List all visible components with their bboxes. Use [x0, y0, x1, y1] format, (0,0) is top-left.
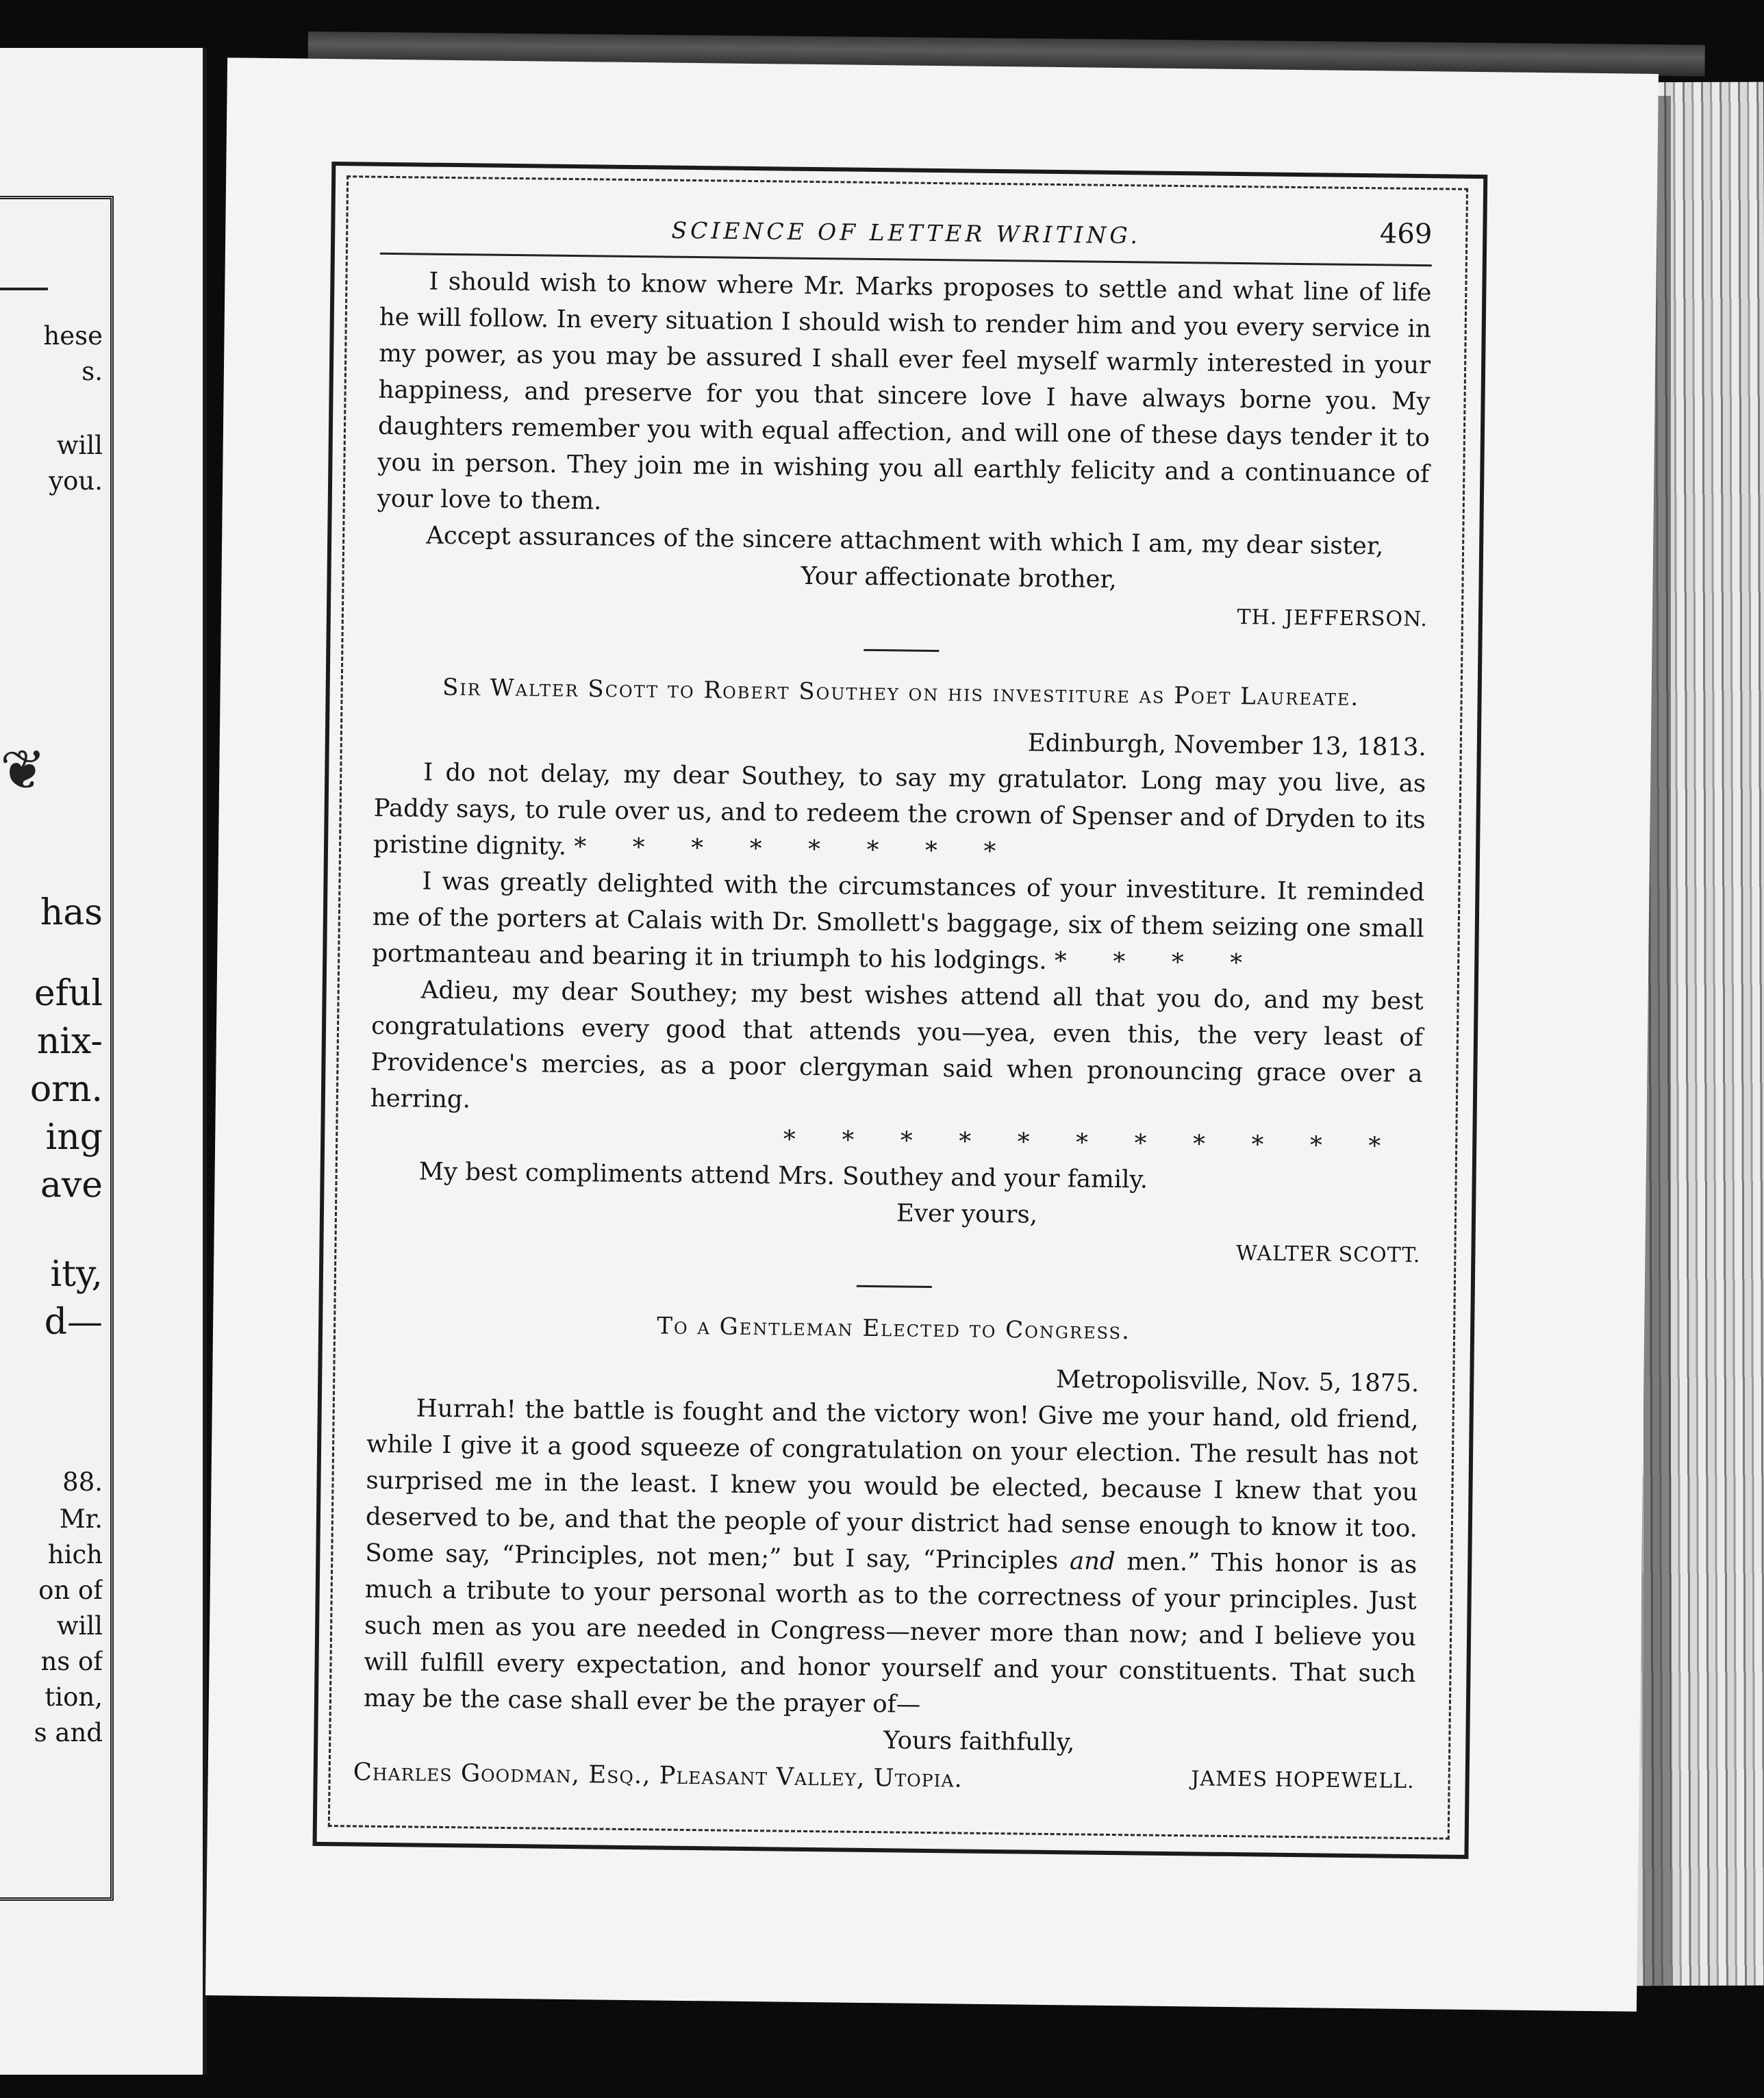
letter2-paragraph-2-text: I was greatly delighted with the circumstances of your investiture. It reminded me of the porters at Calais with Dr. Smollett's baggage, six of them seizing one small portmanteau and bearing it in triumph to his lodgings.: [372, 867, 1425, 975]
letter1-signature: TH. JEFFERSON.: [1237, 605, 1428, 632]
left-page-fragment: ity,: [50, 1254, 103, 1295]
letter2-subscription: Ever yours,: [896, 1199, 1038, 1229]
section-separator: [857, 1285, 932, 1288]
left-page-fragment: ing: [45, 1117, 103, 1158]
left-page-fragment: Mr.: [59, 1504, 103, 1534]
letter2-paragraph-3: Adieu, my dear Southey; my best wishes attend all that you do, and my best congratulations every good that attends you—yea, even this, the very least of Providence's mercies, as a poor clergyman said when pronouncing grace over a herring.: [370, 976, 1424, 1114]
letter2-dateline: Edinburgh, November 13, 1813.: [1027, 729, 1427, 762]
letter3-dateline: Metropolisville, Nov. 5, 1875.: [1055, 1365, 1420, 1398]
letter1-subscription: Your affectionate brother,: [801, 561, 1118, 594]
letter2-signature: WALTER SCOTT.: [1235, 1241, 1421, 1268]
left-page-fragment: hich: [47, 1540, 103, 1569]
left-page-fragment: d—: [44, 1302, 103, 1343]
left-page-fragment: s.: [81, 357, 103, 386]
left-page-fragment: nix-: [36, 1021, 103, 1062]
section-separator: [864, 649, 939, 652]
page-number: 469: [1379, 218, 1433, 251]
letter2-paragraph-1-text: I do not delay, my dear Southey, to say my gratulator. Long may you live, as Paddy says, to rule over us, and to redeem the crown of Spenser and of Dryden to its pristine dignity.: [373, 758, 1426, 861]
letter3-body-part-2: men.” This honor is as much a tribute to your personal worth as to the correctness of your principles. Just such men as you are needed in Congress—never more than now; and I believe you will fulfill every expectation, and honor yourself and your constituents. That such may be the case shall ever be the prayer of—: [363, 1547, 1418, 1719]
letter1-closing: Accept assurances of the sincere attachment with which I am, my dear sister,: [425, 521, 1384, 561]
letter3-signature: JAMES HOPEWELL.: [1191, 1767, 1415, 1794]
running-title: SCIENCE OF LETTER WRITING.: [671, 216, 1142, 249]
left-page-fragment: on of: [38, 1576, 103, 1605]
letter2-paragraph-4: My best compliments attend Mrs. Southey and your family.: [418, 1157, 1148, 1194]
left-page-fragment: will: [56, 1611, 103, 1641]
left-page-fragment: eful: [34, 973, 103, 1014]
ellipsis-stars: * * * * * * * *: [574, 833, 996, 866]
left-page-fragment: ave: [40, 1165, 103, 1206]
page-content: [353, 209, 1433, 1802]
letter3-subscription: Yours faithfully,: [883, 1726, 1075, 1757]
left-page-fragment: ns of: [40, 1647, 103, 1676]
letter1-body: I should wish to know where Mr. Marks proposes to settle and what line of life he will follow. In every situation I should wish to render him and you every service in my power, as you may be assured I shall ever feel myself warmly interested in your happiness, and preserve for you that sincere love I have always borne you. My daughters remember you with equal affection, and will one of these days tender it to you in person. They join me in wishing you all earthly felicity and a continuance of your love to them.: [377, 267, 1432, 516]
letter3-body: [364, 1390, 1419, 1728]
left-page-fragment: tion,: [45, 1682, 103, 1712]
letter3-body-part-1: Hurrah! the battle is fought and the victory won! Give me your hand, old friend, while I give it a good squeeze of congratulation on your election. The result has not surprised me in the least. I knew you would be elected, because I knew that you deserved to be, and that the people of your district had sense enough to know it too. Some say, “Principles, not men;” but I say, “Principles: [365, 1394, 1419, 1576]
book-page: [205, 58, 1659, 2012]
ornament-icon: ❦: [0, 738, 47, 802]
left-page-fragment: you.: [49, 466, 103, 496]
left-facing-page: [0, 48, 207, 2075]
ellipsis-stars: * * * *: [1054, 947, 1243, 978]
ellipsis-stars: * * * * * * * * * * *: [783, 1125, 1381, 1161]
letter2-paragraph-1: [373, 754, 1426, 874]
left-page-rule: [0, 288, 48, 290]
left-page-fragment: hese: [43, 321, 103, 351]
left-page-fragment: s and: [34, 1718, 103, 1747]
letter2-paragraph-2: [372, 863, 1425, 983]
left-page-fragment: will: [56, 431, 103, 460]
left-page-fragment: orn.: [29, 1069, 103, 1110]
left-page-fragment: has: [40, 892, 103, 933]
letter2-heading: Sir Walter Scott to Robert Southey on his investiture as Poet Laureate.: [442, 673, 1360, 712]
letter3-heading: To a Gentleman Elected to Congress.: [657, 1312, 1131, 1345]
letter3-body-emphasis: and: [1069, 1547, 1116, 1576]
letter3-addressee: Charles Goodman, Esq., Pleasant Valley, Utopia.: [353, 1758, 963, 1793]
left-page-fragment: 88.: [62, 1467, 103, 1497]
